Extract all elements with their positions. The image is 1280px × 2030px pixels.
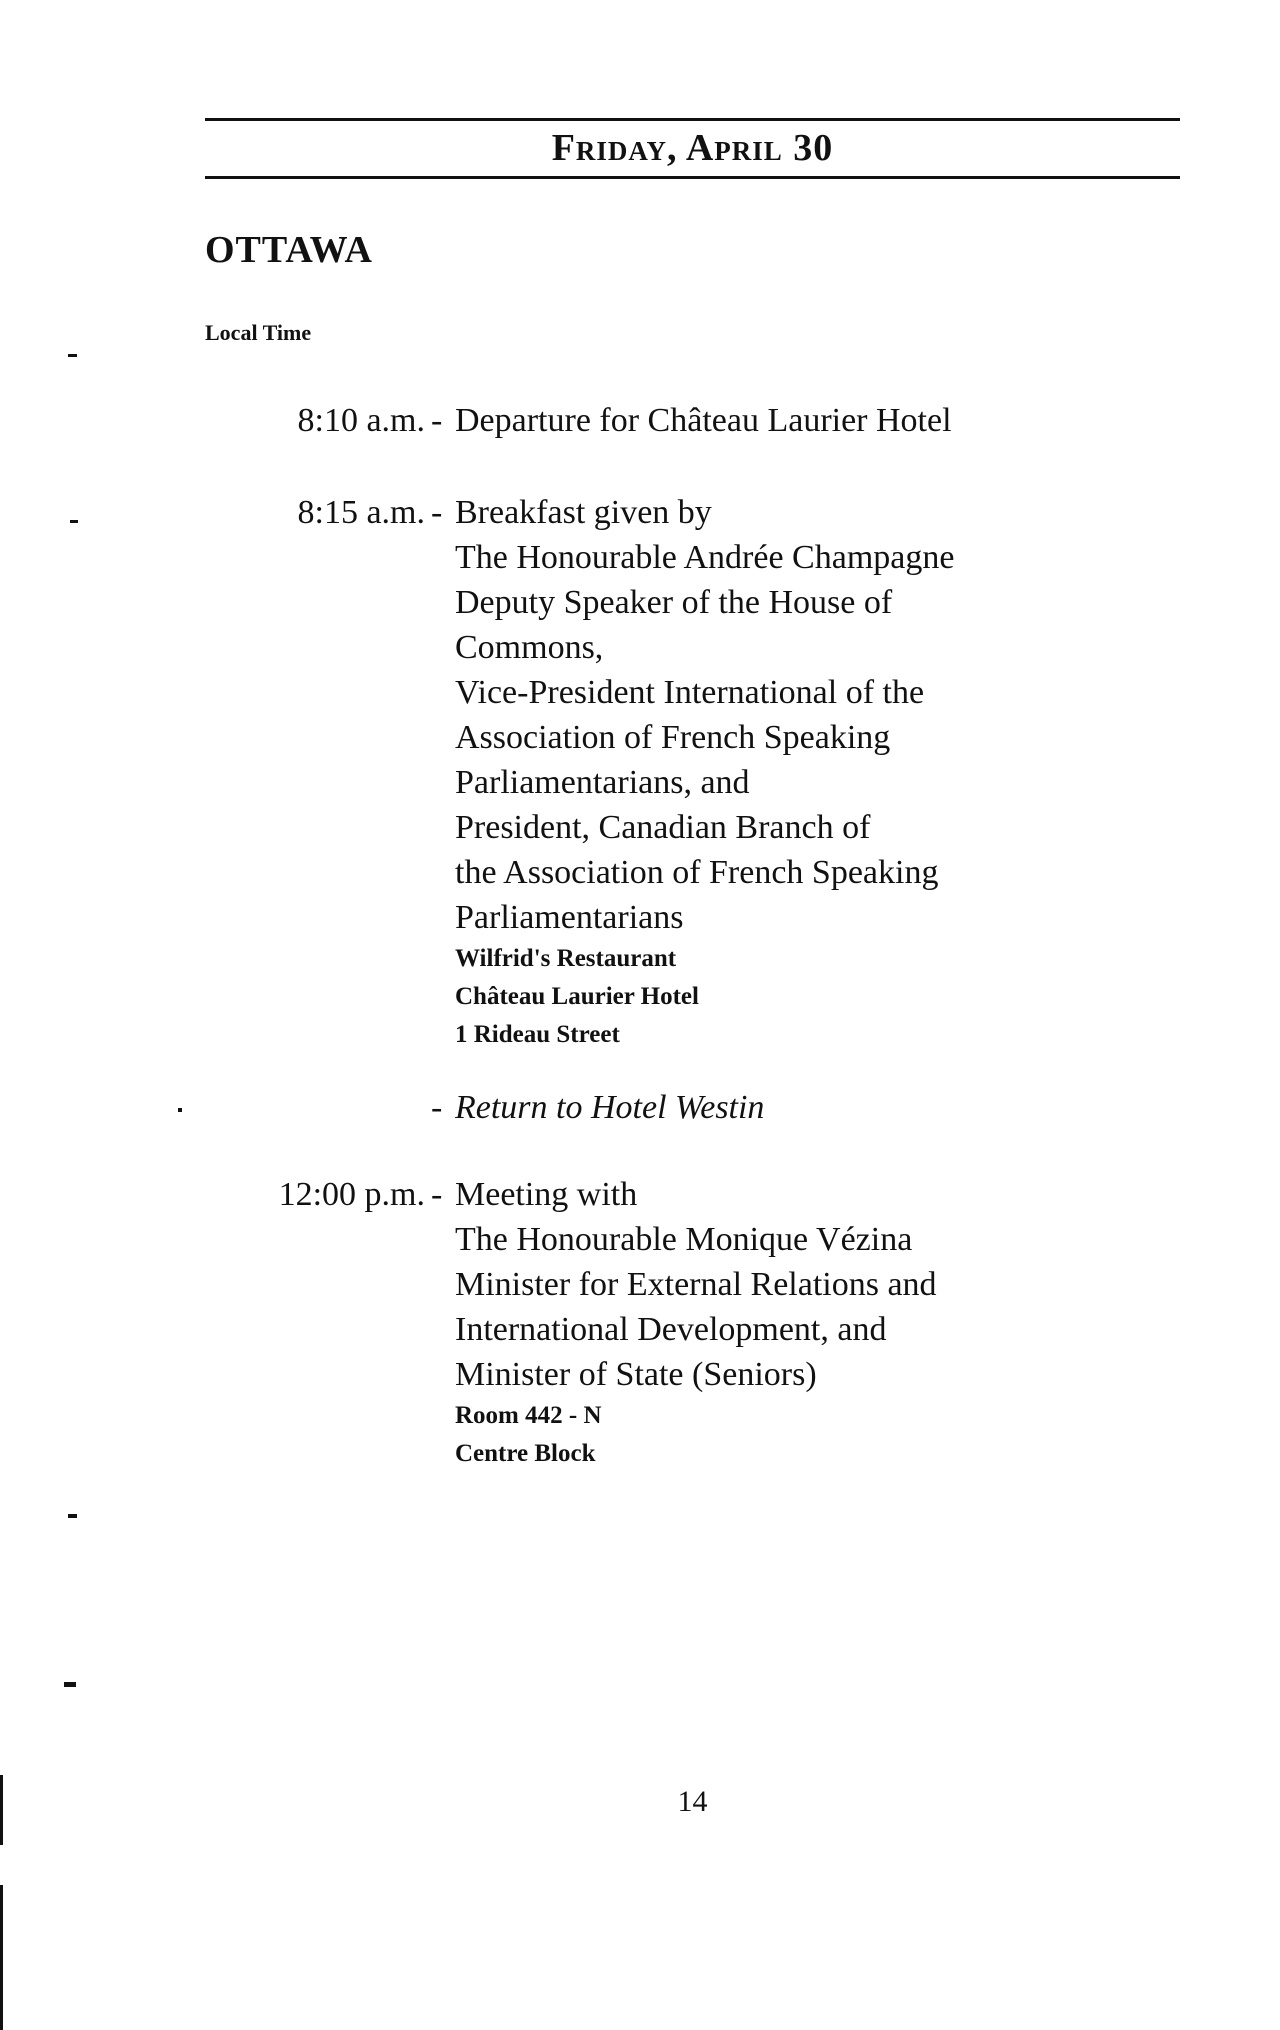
entry-dash: - (431, 494, 443, 531)
entry-line: Parliamentarians, and (455, 764, 750, 801)
entry-line: Commons, (455, 629, 604, 666)
entry-dash: - (431, 1089, 443, 1126)
margin-mark (0, 1885, 3, 2030)
entry-dash: - (431, 1176, 443, 1213)
entry-line: Minister for External Relations and (455, 1266, 937, 1303)
day-header: Friday, April 30 (551, 127, 834, 169)
entry-line: the Association of French Speaking (455, 854, 939, 891)
entry-body (455, 1172, 1175, 1473)
entry-line: Meeting with (455, 1176, 638, 1213)
margin-mark (68, 354, 77, 357)
entry-line: The Honourable Monique Vézina (455, 1221, 913, 1258)
entry-time: 8:10 a.m. (297, 402, 425, 439)
margin-mark (64, 1682, 76, 1687)
page-number: 14 (677, 1785, 708, 1818)
entry-line: Breakfast given by (455, 494, 712, 531)
entry-location: Centre Block (455, 1440, 596, 1467)
margin-mark (68, 1514, 77, 1518)
entry-body (455, 398, 1175, 443)
entry-dash: - (431, 402, 443, 439)
entry-body (455, 1085, 1175, 1130)
entry-time: 12:00 p.m. (278, 1176, 425, 1213)
entry-line: President, Canadian Branch of (455, 809, 871, 846)
margin-mark (70, 520, 78, 523)
entry-location: Château Laurier Hotel (455, 983, 699, 1010)
header-bottom-rule (205, 176, 1180, 179)
entry-location: Room 442 - N (455, 1402, 602, 1429)
entry-location: 1 Rideau Street (455, 1021, 620, 1048)
entry-time: 8:15 a.m. (297, 494, 425, 531)
entry-line: Minister of State (Seniors) (455, 1356, 817, 1393)
entry-line: Deputy Speaker of the House of (455, 584, 893, 621)
entry-line: The Honourable Andrée Champagne (455, 539, 955, 576)
entry-line: Vice-President International of the (455, 674, 925, 711)
entry-line: Departure for Château Laurier Hotel (455, 402, 952, 439)
margin-mark (0, 1775, 3, 1845)
margin-mark (178, 1108, 182, 1112)
entry-line: Association of French Speaking (455, 719, 891, 756)
local-time-label: Local Time (205, 320, 312, 345)
entry-line: Return to Hotel Westin (455, 1089, 765, 1126)
entry-location: Wilfrid's Restaurant (455, 945, 677, 972)
city-heading: OTTAWA (205, 229, 373, 271)
entry-line: Parliamentarians (455, 899, 684, 936)
header-top-rule (205, 118, 1180, 121)
entry-line: International Development, and (455, 1311, 887, 1348)
entry-body (455, 490, 1175, 1054)
